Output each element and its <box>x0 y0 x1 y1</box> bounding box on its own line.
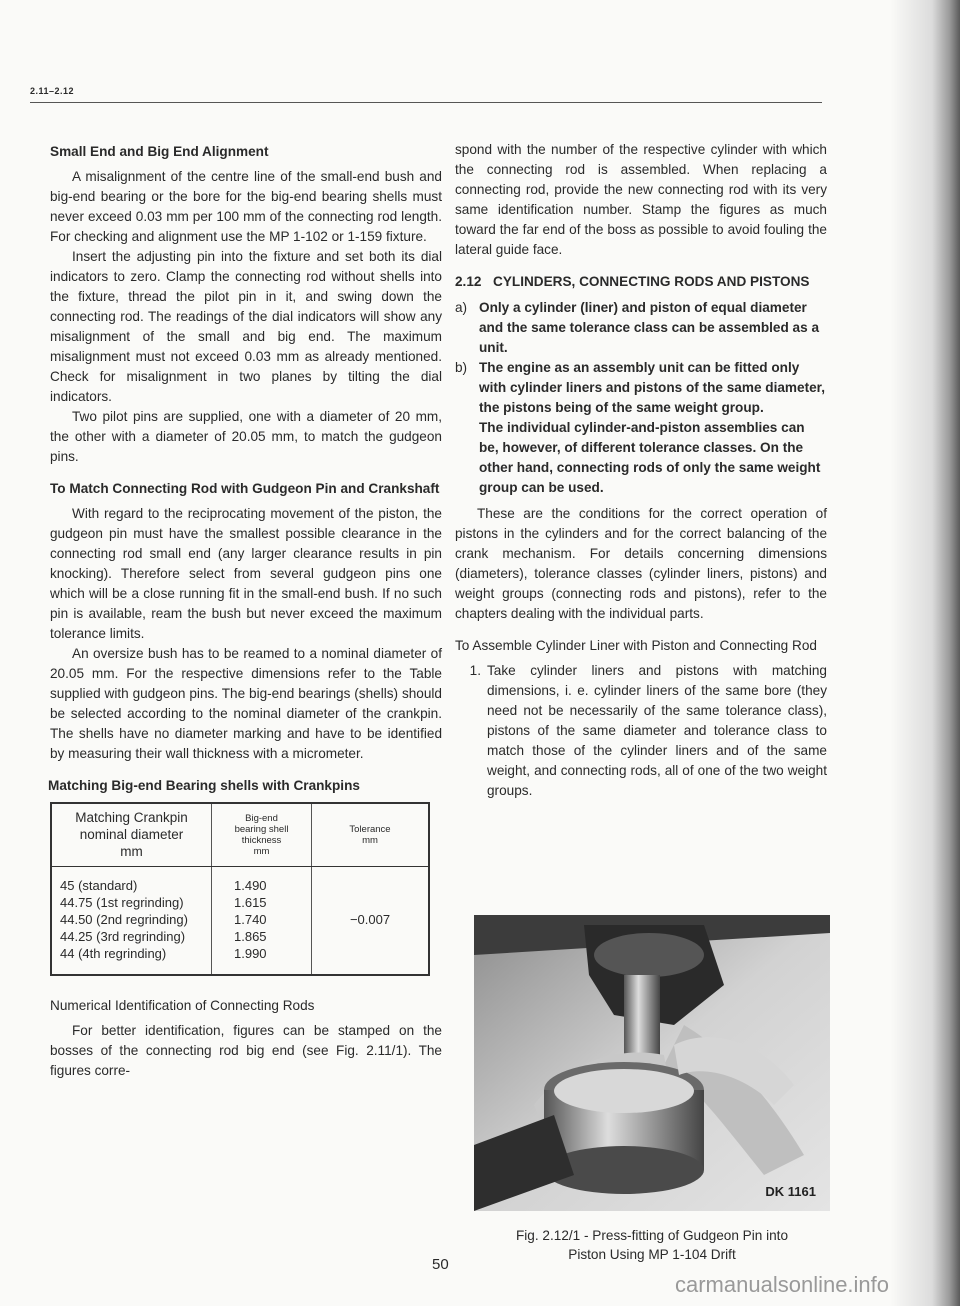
table-cell-tolerance: −0.007 <box>349 912 391 927</box>
table-header: Tolerance <box>349 823 391 835</box>
paragraph: Two pilot pins are supplied, one with a diameter of 20 mm, the other with a diameter of 20.05 mm, to match the gudgeon pins. <box>50 409 442 464</box>
rule-b <box>455 358 827 498</box>
right-column <box>455 140 827 801</box>
table-header: mm <box>253 845 270 857</box>
rule-text: Only a cylinder (liner) and piston of equal diameter and the same tolerance class can be assembled as a unit. <box>479 300 820 355</box>
list-marker: a) <box>455 300 468 315</box>
table-cell: 44.50 (2nd regrinding) <box>60 912 188 927</box>
paragraph: spond with the number of the respective cylinder with which the connecting rod is assembled. When replacing a connecting rod, provide the new connecting rod with its very same identification number. Stamp the figures as much toward the far end of the boss as possible to avoid fouling the lateral guide face. <box>455 142 827 257</box>
photo-label: DK 1161 <box>765 1184 816 1199</box>
section-number: 2.12 <box>455 274 482 289</box>
table-cell: 44.25 (3rd regrinding) <box>60 929 186 944</box>
heading-alignment: Small End and Big End Alignment <box>50 144 269 159</box>
rule-a <box>455 298 827 358</box>
table-cell: 1.740 <box>234 912 267 927</box>
table-header: mm <box>362 834 378 846</box>
caption-line: Piston Using MP 1-104 Drift <box>568 1247 736 1262</box>
paragraph: Insert the adjusting pin into the fixture and set both its dial indicators to zero. Clamp the connecting rod without shells into the fixture, thread the pilot pin in it, and swing down the connecting rod. The readings of the dial indicators will show any misalignment of the small and big end. The maximum misalignment must not exceed 0.03 mm as already mentioned. Check for misalignment in two planes by tilting the dial indicators. <box>50 249 442 404</box>
heading-match-rod: To Match Connecting Rod with Gudgeon Pin and Crankshaft <box>50 481 440 496</box>
section-heading-2-12 <box>455 272 827 292</box>
header-rule <box>30 102 822 103</box>
watermark: carmanualsonline.info <box>675 1272 890 1297</box>
step-text: Take cylinder liners and pistons with matching dimensions, i. e. cylinder liners of the same bore (they need not be necessarily of the same tolerance class), pistons of the same diameter and tolerance class to match those of the cylinder liners and of the same weight, and connecting rods, all of one of the two weight groups. <box>487 663 827 798</box>
scan-edge-shadow <box>890 0 960 1306</box>
section-range: 2.11–2.12 <box>30 86 75 96</box>
table-cell: 44 (4th regrinding) <box>60 946 167 961</box>
bearing-table <box>50 802 430 976</box>
table-cell: 1.615 <box>234 895 267 910</box>
table-header: Big-end <box>245 812 278 824</box>
table-cell: 1.865 <box>234 929 267 944</box>
paragraph: With regard to the reciprocating movement of the piston, the gudgeon pin must have the smallest possible clearance in the connecting rod small end (any larger clearance results in pin knocking). Therefore select from several gudgeon pins one which will be a close running fit in the small-end bush. If no such pin is available, ream the bush but never exceed the maximum tolerance limits. <box>50 506 442 641</box>
caption-line: Fig. 2.12/1 - Press-fitting of Gudgeon Pin into <box>515 1228 789 1243</box>
paragraph: A misalignment of the centre line of the small-end bush and big-end bearing or the bore for the big-end bearing shells must never exceed 0.03 mm per 100 mm of the connecting rod length. For checking and alignment use the MP 1-102 or 1-159 fixture. <box>50 169 442 244</box>
paragraph: An oversize bush has to be reamed to a nominal diameter of 20.05 mm. For the respective dimensions refer to the Table supplied with gudgeon pins. The big-end bearings (shells) should be selected according to the nominal diameter of the crankpin. The shells have no diameter marking and have to be identified by measuring their wall thickness with a micrometer. <box>50 646 442 761</box>
rule-text: The individual cylinder-and-piston assemblies can be, however, of different tolerance classes. On the other hand, connecting rods of only the same weight group can be used. <box>479 420 821 495</box>
table-title: Matching Big-end Bearing shells with Crankpins <box>48 778 360 793</box>
step-1 <box>455 661 827 801</box>
table-header: nominal diameter <box>79 827 184 842</box>
table-cell: 44.75 (1st regrinding) <box>60 895 184 910</box>
heading-assemble: To Assemble Cylinder Liner with Piston and Connecting Rod <box>455 638 817 653</box>
paragraph: For better identification, figures can be stamped on the bosses of the connecting rod big end (see Fig. 2.11/1). The figures corre- <box>50 1023 442 1078</box>
table-header: Matching Crankpin <box>75 810 188 825</box>
list-marker: b) <box>455 360 468 375</box>
table-cell: 1.990 <box>234 946 267 961</box>
heading-numerical-id: Numerical Identification of Connecting Rods <box>50 998 315 1013</box>
photo-illustration <box>474 915 830 1211</box>
section-title: CYLINDERS, CONNECTING RODS AND PISTONS <box>493 274 810 289</box>
rule-text: The engine as an assembly unit can be fitted only with cylinder liners and pistons of the same diameter, the pistons being of the same weight group. <box>479 360 825 415</box>
table-header: thickness <box>241 834 282 846</box>
left-column <box>50 142 442 1081</box>
figure-caption <box>474 1226 830 1264</box>
table-header: mm <box>120 844 143 859</box>
page-number: 50 <box>432 1256 449 1273</box>
photo-press-fitting <box>474 915 830 1211</box>
step-marker: 1. <box>469 663 481 678</box>
paragraph: These are the conditions for the correct operation of pistons in the cylinders and for the correct balancing of the crank mechanism. For details concerning dimensions (diameters), tolerance classes (cylinder liners, pistons) and weight groups (connecting rods and pistons), refer to the chapters dealing with the individual parts. <box>455 506 827 621</box>
table-cell: 1.490 <box>234 878 267 893</box>
table-header: bearing shell <box>234 823 289 835</box>
table-cell: 45 (standard) <box>60 878 138 893</box>
